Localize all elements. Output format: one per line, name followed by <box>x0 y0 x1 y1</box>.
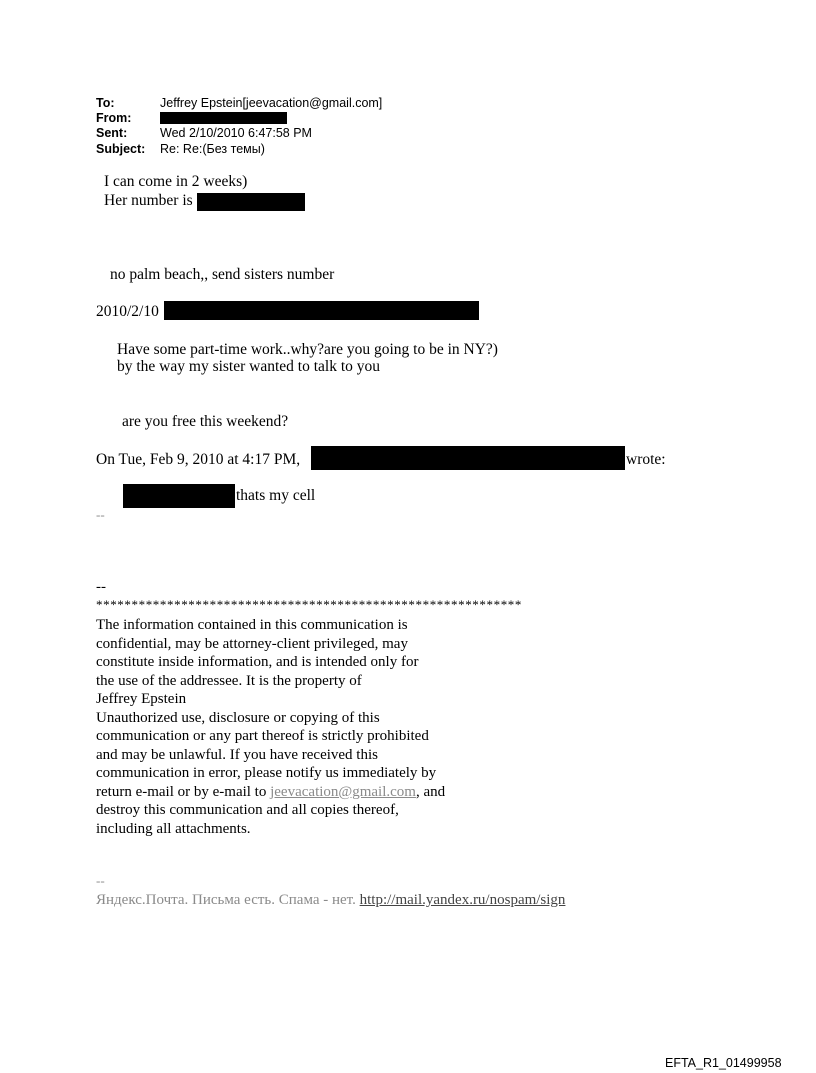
signature-link[interactable]: http://mail.yandex.ru/nospam/sign <box>359 892 566 908</box>
disclaimer-line: the use of the addressee. It is the property of <box>96 672 362 689</box>
disclaimer-return-line <box>96 783 445 802</box>
disclaimer-dash: -- <box>96 579 106 595</box>
signature-line <box>96 891 565 910</box>
from-label: From: <box>96 111 132 125</box>
quoted-line-2: by the way my sister wanted to talk to you <box>117 358 381 375</box>
message-line-1: I can come in 2 weeks) <box>104 173 248 190</box>
disclaimer-line: communication or any part thereof is strictly prohibited <box>96 728 429 744</box>
signature-text: Яндекс.Почта. Письма есть. Спама - нет. <box>96 892 356 908</box>
document-id: EFTA_R1_01499958 <box>665 1056 782 1070</box>
on-wrote-suffix: wrote: <box>626 451 666 468</box>
return-prefix: return e-mail or by e-mail to <box>96 783 271 800</box>
disclaimer-text <box>96 616 445 838</box>
sent-value: Wed 2/10/2010 6:47:58 PM <box>160 126 312 140</box>
disclaimer-line: constitute inside information, and is intended only for <box>96 654 419 670</box>
disclaimer-line: The information contained in this communication is <box>96 617 408 633</box>
disclaimer-line: and may be unlawful. If you have received this <box>96 746 378 763</box>
redaction-cell-number <box>123 484 235 508</box>
disclaimer-line: including all attachments. <box>96 820 251 837</box>
redaction-quote-sender <box>164 301 479 320</box>
return-suffix: , and <box>415 783 446 800</box>
to-label: To: <box>96 96 115 110</box>
redaction-number <box>197 193 305 211</box>
subject-label: Subject: <box>96 142 146 156</box>
disclaimer-line: destroy this communication and all copies thereof, <box>96 802 399 818</box>
redaction-wrote-sender <box>311 446 625 470</box>
sent-label: Sent: <box>96 126 128 140</box>
reply-line: no palm beach,, send sisters number <box>110 266 335 283</box>
quote-date: 2010/2/10 <box>96 303 159 320</box>
disclaimer-line: Unauthorized use, disclosure or copying of this <box>96 709 380 726</box>
email-link[interactable]: jeevacation@gmail.com <box>270 783 416 800</box>
disclaimer-line: confidential, may be attorney-client privileged, may <box>96 635 408 652</box>
signature-dash: -- <box>96 873 105 888</box>
to-value: Jeffrey Epstein[jeevacation@gmail.com] <box>160 96 383 110</box>
disclaimer-line: Jeffrey Epstein <box>96 691 187 707</box>
quoted-line-3: are you free this weekend? <box>122 413 289 430</box>
message-line-2: Her number is <box>104 192 193 209</box>
disclaimer-line: communication in error, please notify us immediately by <box>96 765 437 781</box>
subject-value: Re: Re:(Без темы) <box>160 142 265 156</box>
separator-dash: -- <box>96 507 105 522</box>
quoted-line-1: Have some part-time work..why?are you going to be in NY?) <box>117 341 498 358</box>
on-wrote-prefix: On Tue, Feb 9, 2010 at 4:17 PM, <box>96 451 301 468</box>
disclaimer-stars: ************************************************************ <box>96 597 522 612</box>
cell-text: thats my cell <box>236 487 316 504</box>
redaction-from <box>160 112 287 124</box>
